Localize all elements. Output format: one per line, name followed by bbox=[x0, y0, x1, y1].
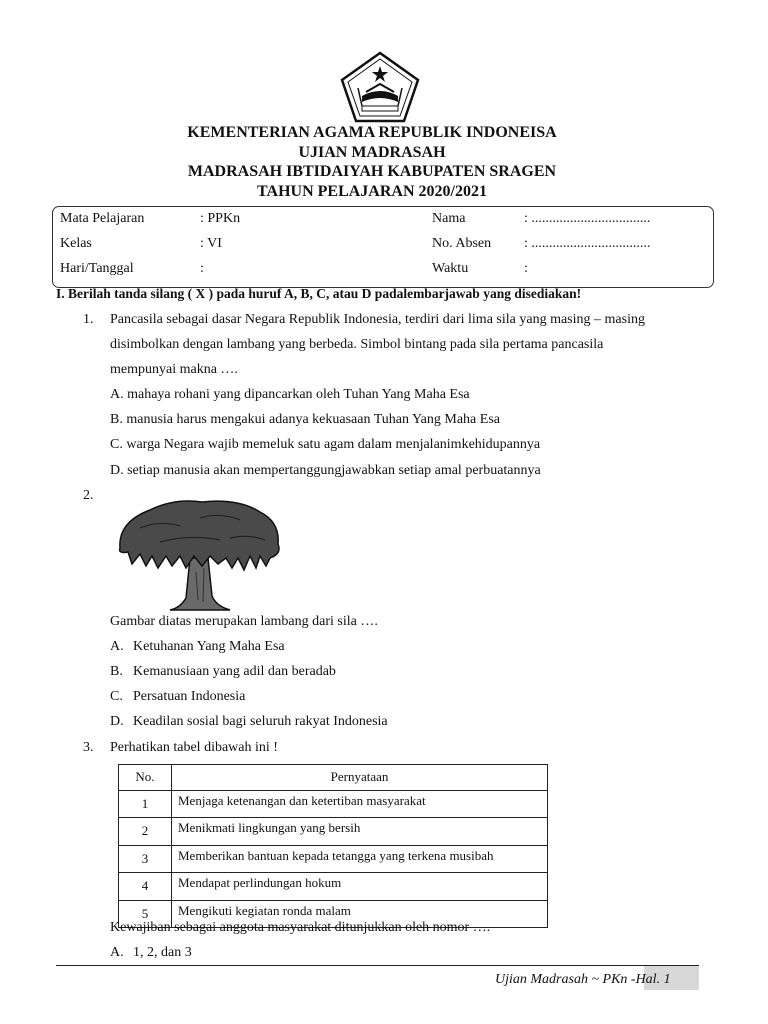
table-header-no: No. bbox=[119, 765, 172, 791]
q2-option-a[interactable]: Ketuhanan Yang Maha Esa bbox=[133, 639, 285, 654]
footer-rule bbox=[56, 965, 699, 966]
q1-text-line3: mempunyai makna …. bbox=[110, 362, 238, 377]
q3-intro: Perhatikan tabel dibawah ini ! bbox=[110, 740, 278, 755]
date-value: : bbox=[200, 261, 204, 276]
row-number: 3 bbox=[119, 845, 172, 873]
q2-option-a-letter: A. bbox=[110, 639, 124, 654]
q3-question: Kewajiban sebagai anggota masyarakat ditunjukkan oleh nomor …. bbox=[110, 920, 491, 935]
kemenag-logo bbox=[338, 50, 422, 124]
q2-option-b-letter: B. bbox=[110, 664, 123, 679]
name-field[interactable]: : .................................. bbox=[524, 211, 651, 226]
statements-table bbox=[118, 764, 548, 928]
footer-text: Ujian Madrasah ~ PKn -Hal. 1 bbox=[495, 972, 671, 987]
q2-option-c[interactable]: Persatuan Indonesia bbox=[133, 689, 246, 704]
time-label: Waktu bbox=[432, 261, 469, 276]
q1-option-d[interactable]: D. setiap manusia akan mempertanggungjawabkan setiap amal perbuatannya bbox=[110, 463, 541, 478]
subject-label: Mata Pelajaran bbox=[60, 211, 145, 226]
q1-option-a[interactable]: A. mahaya rohani yang dipancarkan oleh Tuhan Yang Maha Esa bbox=[110, 387, 470, 402]
absence-number-field[interactable]: : .................................. bbox=[524, 236, 651, 251]
q2-option-d[interactable]: Keadilan sosial bagi seluruh rakyat Indonesia bbox=[133, 714, 388, 729]
q2-option-d-letter: D. bbox=[110, 714, 124, 729]
time-value: : bbox=[524, 261, 528, 276]
row-statement: Menikmati lingkungan yang bersih bbox=[172, 818, 548, 846]
q1-text-line1: Pancasila sebagai dasar Negara Republik Indonesia, terdiri dari lima sila yang masing – masing bbox=[110, 312, 645, 327]
banyan-tree-image bbox=[110, 488, 288, 613]
instruction: I. Berilah tanda silang ( X ) pada huruf A, B, C, atau D padalembarjawab yang disediakan! bbox=[56, 286, 582, 301]
class-label: Kelas bbox=[60, 236, 92, 251]
date-label: Hari/Tanggal bbox=[60, 261, 134, 276]
subject-value: : PPKn bbox=[200, 211, 241, 226]
q2-option-b[interactable]: Kemanusiaan yang adil dan beradab bbox=[133, 664, 336, 679]
header-exam: UJIAN MADRASAH bbox=[298, 144, 446, 161]
row-statement: Memberikan bantuan kepada tetangga yang terkena musibah bbox=[172, 845, 548, 873]
q3-number: 3. bbox=[83, 740, 94, 755]
row-number: 5 bbox=[119, 900, 172, 928]
header-year: TAHUN PELAJARAN 2020/2021 bbox=[257, 183, 487, 200]
row-statement: Mengikuti kegiatan ronda malam bbox=[172, 900, 548, 928]
table-row bbox=[119, 873, 548, 901]
q2-question: Gambar diatas merupakan lambang dari sila …. bbox=[110, 614, 378, 629]
table-row bbox=[119, 790, 548, 818]
name-label: Nama bbox=[432, 211, 466, 226]
row-number: 2 bbox=[119, 818, 172, 846]
table-row bbox=[119, 818, 548, 846]
table-header-statement: Pernyataan bbox=[172, 765, 548, 791]
q2-number: 2. bbox=[83, 488, 94, 503]
row-number: 1 bbox=[119, 790, 172, 818]
row-statement: Menjaga ketenangan dan ketertiban masyarakat bbox=[172, 790, 548, 818]
q3-option-a[interactable]: 1, 2, dan 3 bbox=[133, 945, 192, 960]
q1-text-line2: disimbolkan dengan lambang yang berbeda. Simbol bintang pada sila pertama pancasila bbox=[110, 337, 604, 352]
q1-option-b[interactable]: B. manusia harus mengakui adanya kekuasaan Tuhan Yang Maha Esa bbox=[110, 412, 500, 427]
q1-number: 1. bbox=[83, 312, 94, 327]
table-row bbox=[119, 845, 548, 873]
q1-option-c[interactable]: C. warga Negara wajib memeluk satu agam dalam menjalanimkehidupannya bbox=[110, 437, 541, 452]
q2-option-c-letter: C. bbox=[110, 689, 123, 704]
class-value: : VI bbox=[200, 236, 222, 251]
header-school: MADRASAH IBTIDAIYAH KABUPATEN SRAGEN bbox=[187, 163, 557, 180]
header-ministry: KEMENTERIAN AGAMA REPUBLIK INDONEISA bbox=[187, 124, 557, 141]
q3-option-a-letter: A. bbox=[110, 945, 124, 960]
row-number: 4 bbox=[119, 873, 172, 901]
row-statement: Mendapat perlindungan hokum bbox=[172, 873, 548, 901]
absence-number-label: No. Absen bbox=[432, 236, 492, 251]
